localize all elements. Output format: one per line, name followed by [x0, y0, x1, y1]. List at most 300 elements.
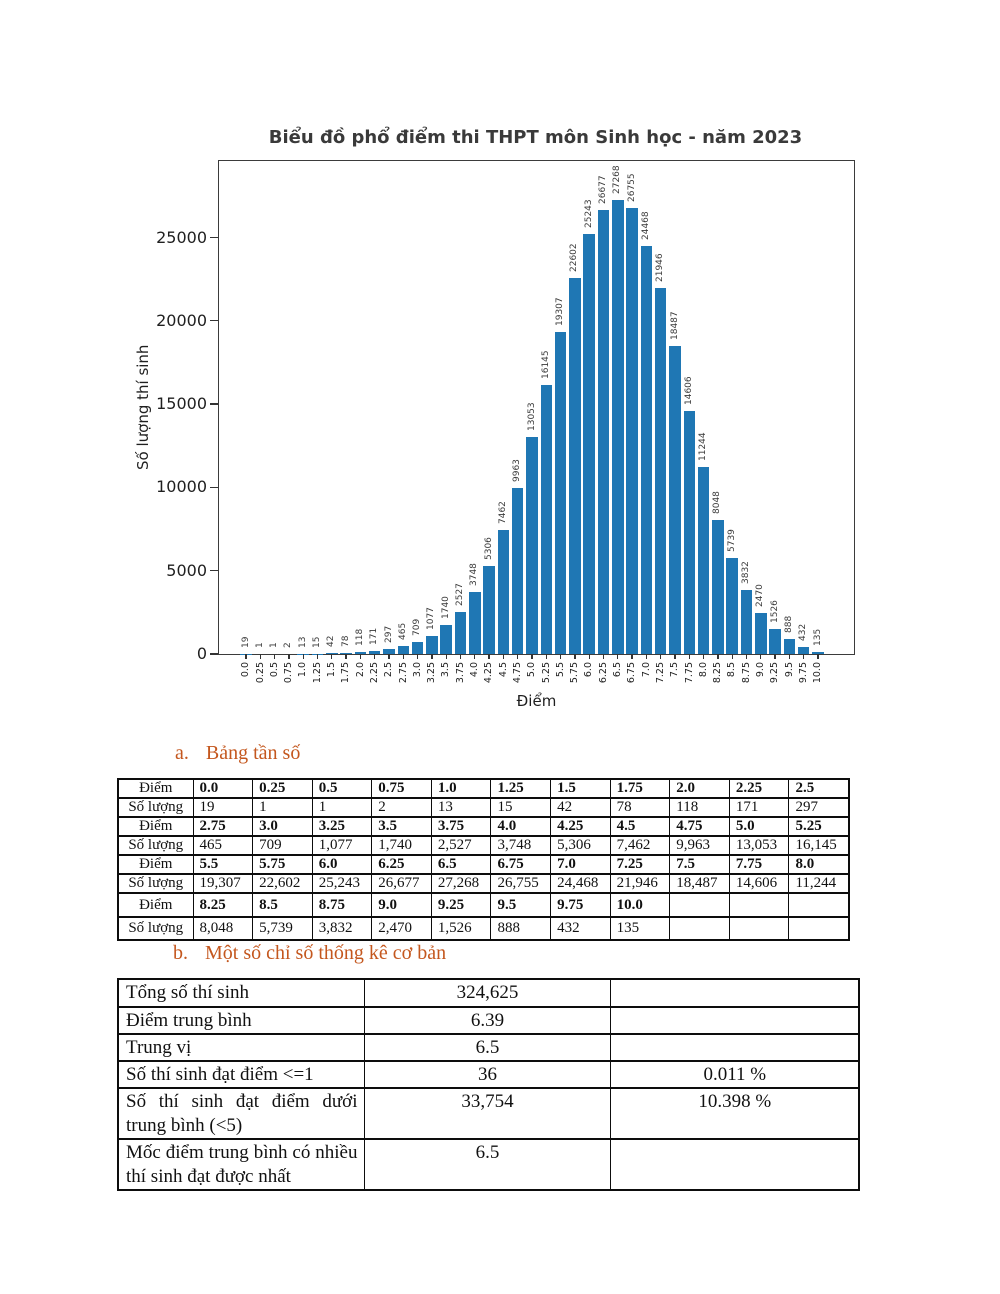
y-tick [210, 653, 218, 654]
x-tick [345, 654, 346, 659]
row-header-score: Điểm [118, 817, 193, 836]
bar-value-label: 42 [326, 635, 337, 648]
count-cell [789, 917, 849, 940]
x-tick [488, 654, 489, 659]
score-cell: 3.0 [253, 817, 313, 836]
bar-value-label: 9963 [512, 459, 523, 483]
y-tick-label: 5000 [166, 560, 207, 580]
stat-percent [610, 979, 859, 1007]
score-cell: 5.75 [253, 855, 313, 874]
x-tick [589, 654, 590, 659]
y-tick-label: 10000 [156, 477, 207, 497]
x-tick [503, 654, 504, 659]
score-cell: 6.75 [491, 855, 551, 874]
count-cell: 21,946 [610, 874, 670, 893]
x-tick-label: 6.25 [597, 662, 609, 684]
bar-value-label: 26755 [626, 173, 637, 203]
score-cell: 3.25 [312, 817, 372, 836]
count-cell: 25,243 [312, 874, 372, 893]
bar [741, 590, 753, 654]
x-tick [760, 654, 761, 659]
bar-value-label: 27268 [612, 165, 623, 194]
row-header-score: Điểm [118, 893, 193, 917]
x-tick-label: 0.5 [268, 662, 280, 678]
bar [440, 625, 452, 654]
bar-value-label: 1077 [426, 607, 437, 631]
bar [626, 208, 638, 654]
count-cell: 465 [193, 836, 253, 855]
row-header-score: Điểm [118, 855, 193, 874]
bar-value-label: 8048 [712, 491, 723, 514]
stat-value: 36 [364, 1061, 610, 1088]
x-tick [703, 654, 704, 659]
x-tick [746, 654, 747, 659]
x-tick-label: 5.25 [540, 662, 552, 684]
count-cell: 26,677 [372, 874, 432, 893]
x-tick [274, 654, 275, 659]
x-tick-label: 0.0 [240, 662, 252, 678]
score-cell: 9.5 [491, 893, 551, 917]
score-cell: 4.0 [491, 817, 551, 836]
score-cell [670, 893, 730, 917]
bar [655, 288, 667, 654]
stat-percent: 0.011 % [610, 1061, 859, 1088]
score-cell: 10.0 [610, 893, 670, 917]
score-row [118, 893, 849, 917]
score-cell: 9.25 [431, 893, 491, 917]
y-tick-label: 20000 [156, 310, 207, 330]
score-cell: 2.0 [670, 779, 730, 798]
score-cell: 9.0 [372, 893, 432, 917]
bar-value-label: 888 [783, 616, 794, 634]
stats-row [118, 979, 859, 1007]
bar [483, 566, 495, 654]
bar [612, 200, 624, 654]
bar-value-label: 15 [312, 636, 322, 648]
stat-value: 324,625 [364, 979, 610, 1007]
score-cell: 7.5 [670, 855, 730, 874]
bar-value-label: 19307 [555, 297, 566, 327]
score-cell: 5.5 [193, 855, 253, 874]
stat-value: 6.39 [364, 1007, 610, 1034]
bar [398, 646, 410, 654]
x-tick-label: 9.5 [783, 662, 795, 678]
bar-value-label: 709 [412, 619, 423, 637]
score-cell: 4.75 [670, 817, 730, 836]
bar-value-label: 3832 [741, 561, 751, 585]
x-tick [474, 654, 475, 659]
bar [669, 346, 681, 654]
score-cell: 7.0 [551, 855, 611, 874]
row-header-count: Số lượng [118, 798, 193, 817]
bar-value-label: 2527 [455, 583, 465, 606]
count-cell: 118 [670, 798, 730, 817]
x-tick [260, 654, 261, 659]
x-tick-label: 8.0 [697, 662, 709, 678]
score-cell: 8.5 [253, 893, 313, 917]
count-row [118, 836, 849, 855]
plot-area [133, 160, 855, 710]
stats-row [118, 1061, 859, 1088]
x-tick-label: 3.75 [454, 662, 466, 684]
x-tick [245, 654, 246, 659]
score-cell: 7.25 [610, 855, 670, 874]
bar-value-label: 5306 [483, 536, 494, 560]
bar-value-label: 7462 [497, 500, 508, 524]
x-tick [403, 654, 404, 659]
bar-value-label: 78 [340, 635, 351, 647]
y-tick-label: 25000 [156, 227, 207, 247]
bar [712, 520, 724, 654]
x-tick-label: 4.75 [511, 662, 523, 684]
bar-value-label: 2 [283, 642, 294, 648]
x-tick [689, 654, 690, 659]
x-tick [674, 654, 675, 659]
x-tick [546, 654, 547, 659]
x-tick-label: 3.25 [426, 662, 438, 684]
count-cell: 19,307 [193, 874, 253, 893]
score-cell: 0.75 [372, 779, 432, 798]
score-cell: 2.5 [789, 779, 849, 798]
count-cell: 7,462 [610, 836, 670, 855]
x-tick [303, 654, 304, 659]
bar-value-label: 465 [397, 623, 408, 641]
count-cell: 27,268 [431, 874, 491, 893]
stat-label: Tổng số thí sinh [118, 979, 364, 1007]
x-tick-label: 1.0 [297, 662, 309, 678]
bar-value-label: 13053 [526, 401, 537, 431]
stat-label: Mốc điểm trung bình có nhiều thí sinh đạt được nhất [118, 1139, 364, 1190]
stats-row [118, 1007, 859, 1034]
x-tick-label: 4.25 [483, 662, 495, 684]
x-tick-label: 7.25 [654, 662, 666, 684]
bar-value-label: 118 [354, 628, 365, 647]
x-tick-label: 3.0 [411, 662, 423, 678]
x-tick [631, 654, 632, 659]
x-tick [374, 654, 375, 659]
x-tick-label: 6.0 [583, 662, 595, 678]
score-cell: 7.75 [729, 855, 789, 874]
score-cell: 8.0 [789, 855, 849, 874]
bar [684, 411, 696, 654]
y-tick [210, 403, 218, 404]
bar [583, 234, 595, 654]
bar [455, 612, 467, 654]
x-tick-label: 6.75 [626, 662, 638, 684]
count-row [118, 917, 849, 940]
stat-label: Số thí sinh đạt điểm <=1 [118, 1061, 364, 1088]
x-axis-label: Điểm [516, 692, 557, 710]
y-tick [210, 487, 218, 488]
score-cell: 8.75 [312, 893, 372, 917]
x-tick [717, 654, 718, 659]
x-tick-label: 9.75 [797, 662, 809, 684]
count-cell: 9,963 [670, 836, 730, 855]
score-cell: 0.5 [312, 779, 372, 798]
bar [784, 639, 796, 654]
x-tick [560, 654, 561, 659]
count-cell: 13,053 [729, 836, 789, 855]
count-cell: 1 [253, 798, 313, 817]
x-tick [803, 654, 804, 659]
stat-value: 6.5 [364, 1139, 610, 1190]
bar-value-label: 18487 [669, 311, 680, 341]
x-tick [388, 654, 389, 659]
count-cell: 171 [729, 798, 789, 817]
score-cell: 1.0 [431, 779, 491, 798]
bar-value-label: 14606 [683, 376, 694, 405]
x-tick-label: 4.5 [497, 662, 509, 678]
bar [512, 488, 524, 654]
x-tick [460, 654, 461, 659]
row-header-count: Số lượng [118, 874, 193, 893]
bar-value-label: 2470 [755, 583, 766, 607]
count-cell: 432 [551, 917, 611, 940]
bar-value-label: 22602 [569, 242, 580, 272]
y-tick [210, 570, 218, 571]
count-cell [670, 917, 730, 940]
x-tick-label: 2.5 [383, 662, 395, 678]
bar-value-label: 21946 [655, 253, 666, 283]
x-tick [660, 654, 661, 659]
bar [698, 467, 710, 654]
count-cell: 5,306 [551, 836, 611, 855]
x-tick-label: 3.5 [440, 662, 452, 678]
count-cell: 2 [372, 798, 432, 817]
count-cell: 2,470 [372, 917, 432, 940]
count-cell: 1,526 [431, 917, 491, 940]
bar-value-label: 13 [297, 636, 308, 648]
x-tick-label: 1.25 [311, 662, 323, 684]
section-a-title: Bảng tần số [205, 742, 301, 764]
stat-value: 6.5 [364, 1034, 610, 1061]
bar-value-label: 19 [240, 636, 251, 648]
count-cell: 135 [610, 917, 670, 940]
section-b-marker: b. [173, 942, 188, 964]
x-tick [331, 654, 332, 659]
x-tick-label: 5.75 [569, 662, 581, 684]
y-tick-label: 15000 [156, 394, 207, 414]
stat-label: Trung vị [118, 1034, 364, 1061]
score-cell: 4.5 [610, 817, 670, 836]
score-cell: 4.25 [551, 817, 611, 836]
y-tick [210, 237, 218, 238]
count-cell: 888 [491, 917, 551, 940]
section-b-title: Một số chỉ số thống kê cơ bản [205, 942, 447, 964]
x-tick [517, 654, 518, 659]
count-cell: 18,487 [670, 874, 730, 893]
bar-value-label: 297 [383, 625, 394, 644]
x-tick [446, 654, 447, 659]
section-b-heading [173, 940, 446, 966]
count-cell: 709 [253, 836, 313, 855]
stat-label: Số thí sinh đạt điểm dưới trung bình (<5) [118, 1088, 364, 1139]
bar-value-label: 11244 [698, 432, 709, 461]
bar [526, 437, 538, 654]
x-tick [531, 654, 532, 659]
bar-value-label: 1526 [769, 599, 780, 623]
bar-value-label: 1740 [440, 596, 451, 620]
x-tick [360, 654, 361, 659]
count-cell: 16,145 [789, 836, 849, 855]
x-tick-label: 8.5 [726, 662, 738, 678]
score-row [118, 779, 849, 798]
x-tick-label: 7.75 [683, 662, 695, 684]
stats-row [118, 1034, 859, 1061]
score-cell: 2.25 [729, 779, 789, 798]
x-tick-label: 9.0 [755, 662, 767, 678]
score-cell: 6.25 [372, 855, 432, 874]
bar-value-label: 16145 [540, 350, 551, 380]
stats-row [118, 1088, 859, 1139]
count-cell: 42 [551, 798, 611, 817]
score-cell: 5.0 [729, 817, 789, 836]
stat-percent: 10.398 % [610, 1088, 859, 1139]
count-cell: 14,606 [729, 874, 789, 893]
stat-label: Điểm trung bình [118, 1007, 364, 1034]
score-row [118, 817, 849, 836]
x-tick [774, 654, 775, 659]
x-tick [431, 654, 432, 659]
bar-value-label: 1 [254, 642, 265, 648]
bar-value-label: 24468 [640, 211, 651, 241]
score-cell: 0.25 [253, 779, 313, 798]
count-cell: 22,602 [253, 874, 313, 893]
score-cell: 9.75 [551, 893, 611, 917]
score-cell: 1.5 [551, 779, 611, 798]
y-tick [210, 320, 218, 321]
count-row [118, 874, 849, 893]
bar [412, 642, 424, 654]
bar [555, 332, 567, 654]
count-cell: 1 [312, 798, 372, 817]
bar [726, 558, 738, 654]
score-cell: 1.75 [610, 779, 670, 798]
count-cell: 2,527 [431, 836, 491, 855]
x-tick-label: 4.0 [469, 662, 481, 678]
score-cell: 3.75 [431, 817, 491, 836]
stat-percent [610, 1139, 859, 1190]
stat-percent [610, 1007, 859, 1034]
section-a-marker: a. [175, 742, 189, 764]
count-cell: 13 [431, 798, 491, 817]
x-tick [732, 654, 733, 659]
stat-value: 33,754 [364, 1088, 610, 1139]
y-axis-label: Số lượng thí sinh [133, 344, 152, 470]
count-cell: 26,755 [491, 874, 551, 893]
bar-value-label: 135 [812, 628, 823, 646]
bar-value-label: 1 [269, 642, 280, 648]
bar [498, 530, 510, 654]
count-row [118, 798, 849, 817]
x-tick-label: 1.75 [340, 662, 352, 684]
score-cell: 0.0 [193, 779, 253, 798]
score-cell: 2.75 [193, 817, 253, 836]
bar [769, 629, 781, 654]
x-tick [288, 654, 289, 659]
count-cell: 11,244 [789, 874, 849, 893]
x-tick [789, 654, 790, 659]
bar [569, 278, 581, 654]
x-tick-label: 1.5 [326, 662, 338, 678]
bar [469, 592, 481, 654]
x-tick-label: 7.0 [640, 662, 652, 678]
score-cell: 8.25 [193, 893, 253, 917]
bar [541, 385, 553, 654]
row-header-count: Số lượng [118, 917, 193, 940]
count-cell: 15 [491, 798, 551, 817]
bar-value-label: 432 [798, 623, 809, 641]
count-cell: 1,077 [312, 836, 372, 855]
bar [426, 636, 438, 654]
x-tick-label: 9.25 [769, 662, 781, 684]
x-tick [817, 654, 818, 659]
x-tick-label: 8.75 [740, 662, 752, 684]
score-cell: 6.0 [312, 855, 372, 874]
count-cell: 297 [789, 798, 849, 817]
x-tick [574, 654, 575, 659]
x-tick [317, 654, 318, 659]
bar-value-label: 5739 [726, 529, 737, 553]
score-cell [729, 893, 789, 917]
x-tick-label: 0.75 [283, 662, 295, 684]
score-cell: 1.25 [491, 779, 551, 798]
count-cell: 19 [193, 798, 253, 817]
count-cell: 1,740 [372, 836, 432, 855]
count-cell: 5,739 [253, 917, 313, 940]
count-cell: 24,468 [551, 874, 611, 893]
bar [798, 647, 810, 654]
x-tick-label: 10.0 [812, 662, 824, 684]
x-tick-label: 0.25 [254, 662, 266, 684]
x-tick-label: 5.0 [526, 662, 538, 678]
bar-value-label: 25243 [583, 198, 594, 228]
section-a-heading [175, 740, 300, 766]
count-cell: 8,048 [193, 917, 253, 940]
x-tick-label: 6.5 [612, 662, 624, 678]
count-cell: 78 [610, 798, 670, 817]
x-tick-label: 2.75 [397, 662, 409, 684]
statistics-table [117, 978, 860, 1191]
score-cell: 3.5 [372, 817, 432, 836]
x-tick [617, 654, 618, 659]
x-tick-label: 2.25 [368, 662, 380, 684]
score-cell [789, 893, 849, 917]
x-tick [417, 654, 418, 659]
score-cell: 5.25 [789, 817, 849, 836]
x-tick-label: 5.5 [554, 662, 566, 678]
chart-title: Biểu đồ phổ điểm thi THPT môn Sinh học - năm 2023 [268, 127, 803, 148]
y-tick-label: 0 [196, 644, 207, 663]
count-cell: 3,748 [491, 836, 551, 855]
score-row [118, 855, 849, 874]
x-tick [646, 654, 647, 659]
x-tick-label: 8.25 [712, 662, 724, 684]
stats-row [118, 1139, 859, 1190]
bar-value-label: 171 [369, 627, 380, 646]
stat-percent [610, 1034, 859, 1061]
bar [755, 613, 767, 654]
frequency-table [117, 778, 850, 941]
row-header-score: Điểm [118, 779, 193, 798]
x-tick [603, 654, 604, 659]
row-header-count: Số lượng [118, 836, 193, 855]
bar [598, 210, 610, 654]
count-cell [729, 917, 789, 940]
x-tick-label: 2.0 [354, 662, 366, 678]
count-cell: 3,832 [312, 917, 372, 940]
bar [641, 246, 653, 654]
